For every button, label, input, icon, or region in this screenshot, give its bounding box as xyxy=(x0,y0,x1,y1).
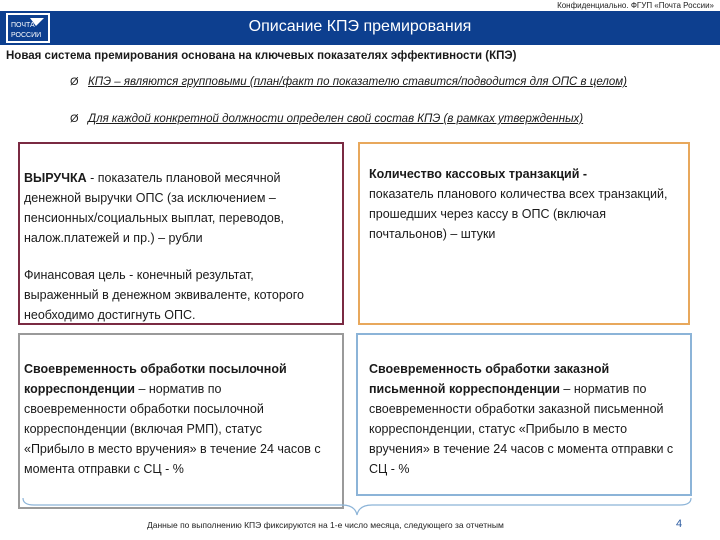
parcel-text: – норматив по своевременности обработки посылочной корреспонденции (включая РМП), статус «Прибыло в место вручения» в течение 24 часов с момента отправки с СЦ - % xyxy=(24,382,321,476)
arrow-bullet-icon: Ø xyxy=(70,113,79,125)
arrow-bullet-icon: Ø xyxy=(70,76,79,88)
page-number: 4 xyxy=(676,518,683,530)
bullet-item-2 xyxy=(70,111,708,127)
parcel-title: Своевременность обработки посылочной корреспонденции xyxy=(24,362,287,396)
revenue-text: - показатель плановой месячной денежной выручки ОПС (за исключением – пенсионных/социальных выплат, переводов, налож.платежей и пр.) – рубли xyxy=(24,171,284,245)
financial-goal-text: Финансовая цель - конечный результат, выраженный в денежном эквиваленте, которого необходимо достигнуть ОПС. xyxy=(24,268,304,322)
title-banner xyxy=(0,11,720,45)
transactions-description xyxy=(369,164,684,244)
slide-title: Описание КПЭ премирования xyxy=(248,18,472,35)
letter-text: – норматив по своевременности обработки заказной письменной корреспонденции, статус «Прибыло в место вручения» в течение 24 часов с момента отправки с СЦ - % xyxy=(369,382,674,476)
intro-text: Новая система премирования основана на ключевых показателях эффективности (КПЭ) xyxy=(6,50,517,62)
parcel-description xyxy=(24,359,324,479)
bullet-text-2: Для каждой конкретной должности определен свой состав КПЭ (в рамках утвержденных) xyxy=(88,113,584,125)
letter-title: Своевременность обработки заказной письменной корреспонденции xyxy=(369,362,610,396)
revenue-description xyxy=(24,168,340,248)
transactions-text: показатель планового количества всех транзакций, прошедших через кассу в ОПС (включая почтальонов) – штуки xyxy=(369,187,668,241)
footer-bracket xyxy=(22,497,692,517)
revenue-title: ВЫРУЧКА xyxy=(24,171,87,185)
transactions-title: Количество кассовых транзакций - xyxy=(369,167,588,181)
bullet-item-1 xyxy=(70,74,708,90)
confidential-note: Конфиденциально. ФГУП «Почта России» xyxy=(557,1,714,10)
logo-text-1: ПОЧТА xyxy=(11,22,35,29)
footer-note: Данные по выполнению КПЭ фиксируются на 1-е число месяца, следующего за отчетным xyxy=(147,520,504,530)
logo-text-2: РОССИИ xyxy=(11,32,42,39)
letter-description xyxy=(369,359,674,479)
bullet-text-1: КПЭ – являются групповыми (план/факт по показателю ставится/подводится для ОПС в целом) xyxy=(88,76,627,88)
